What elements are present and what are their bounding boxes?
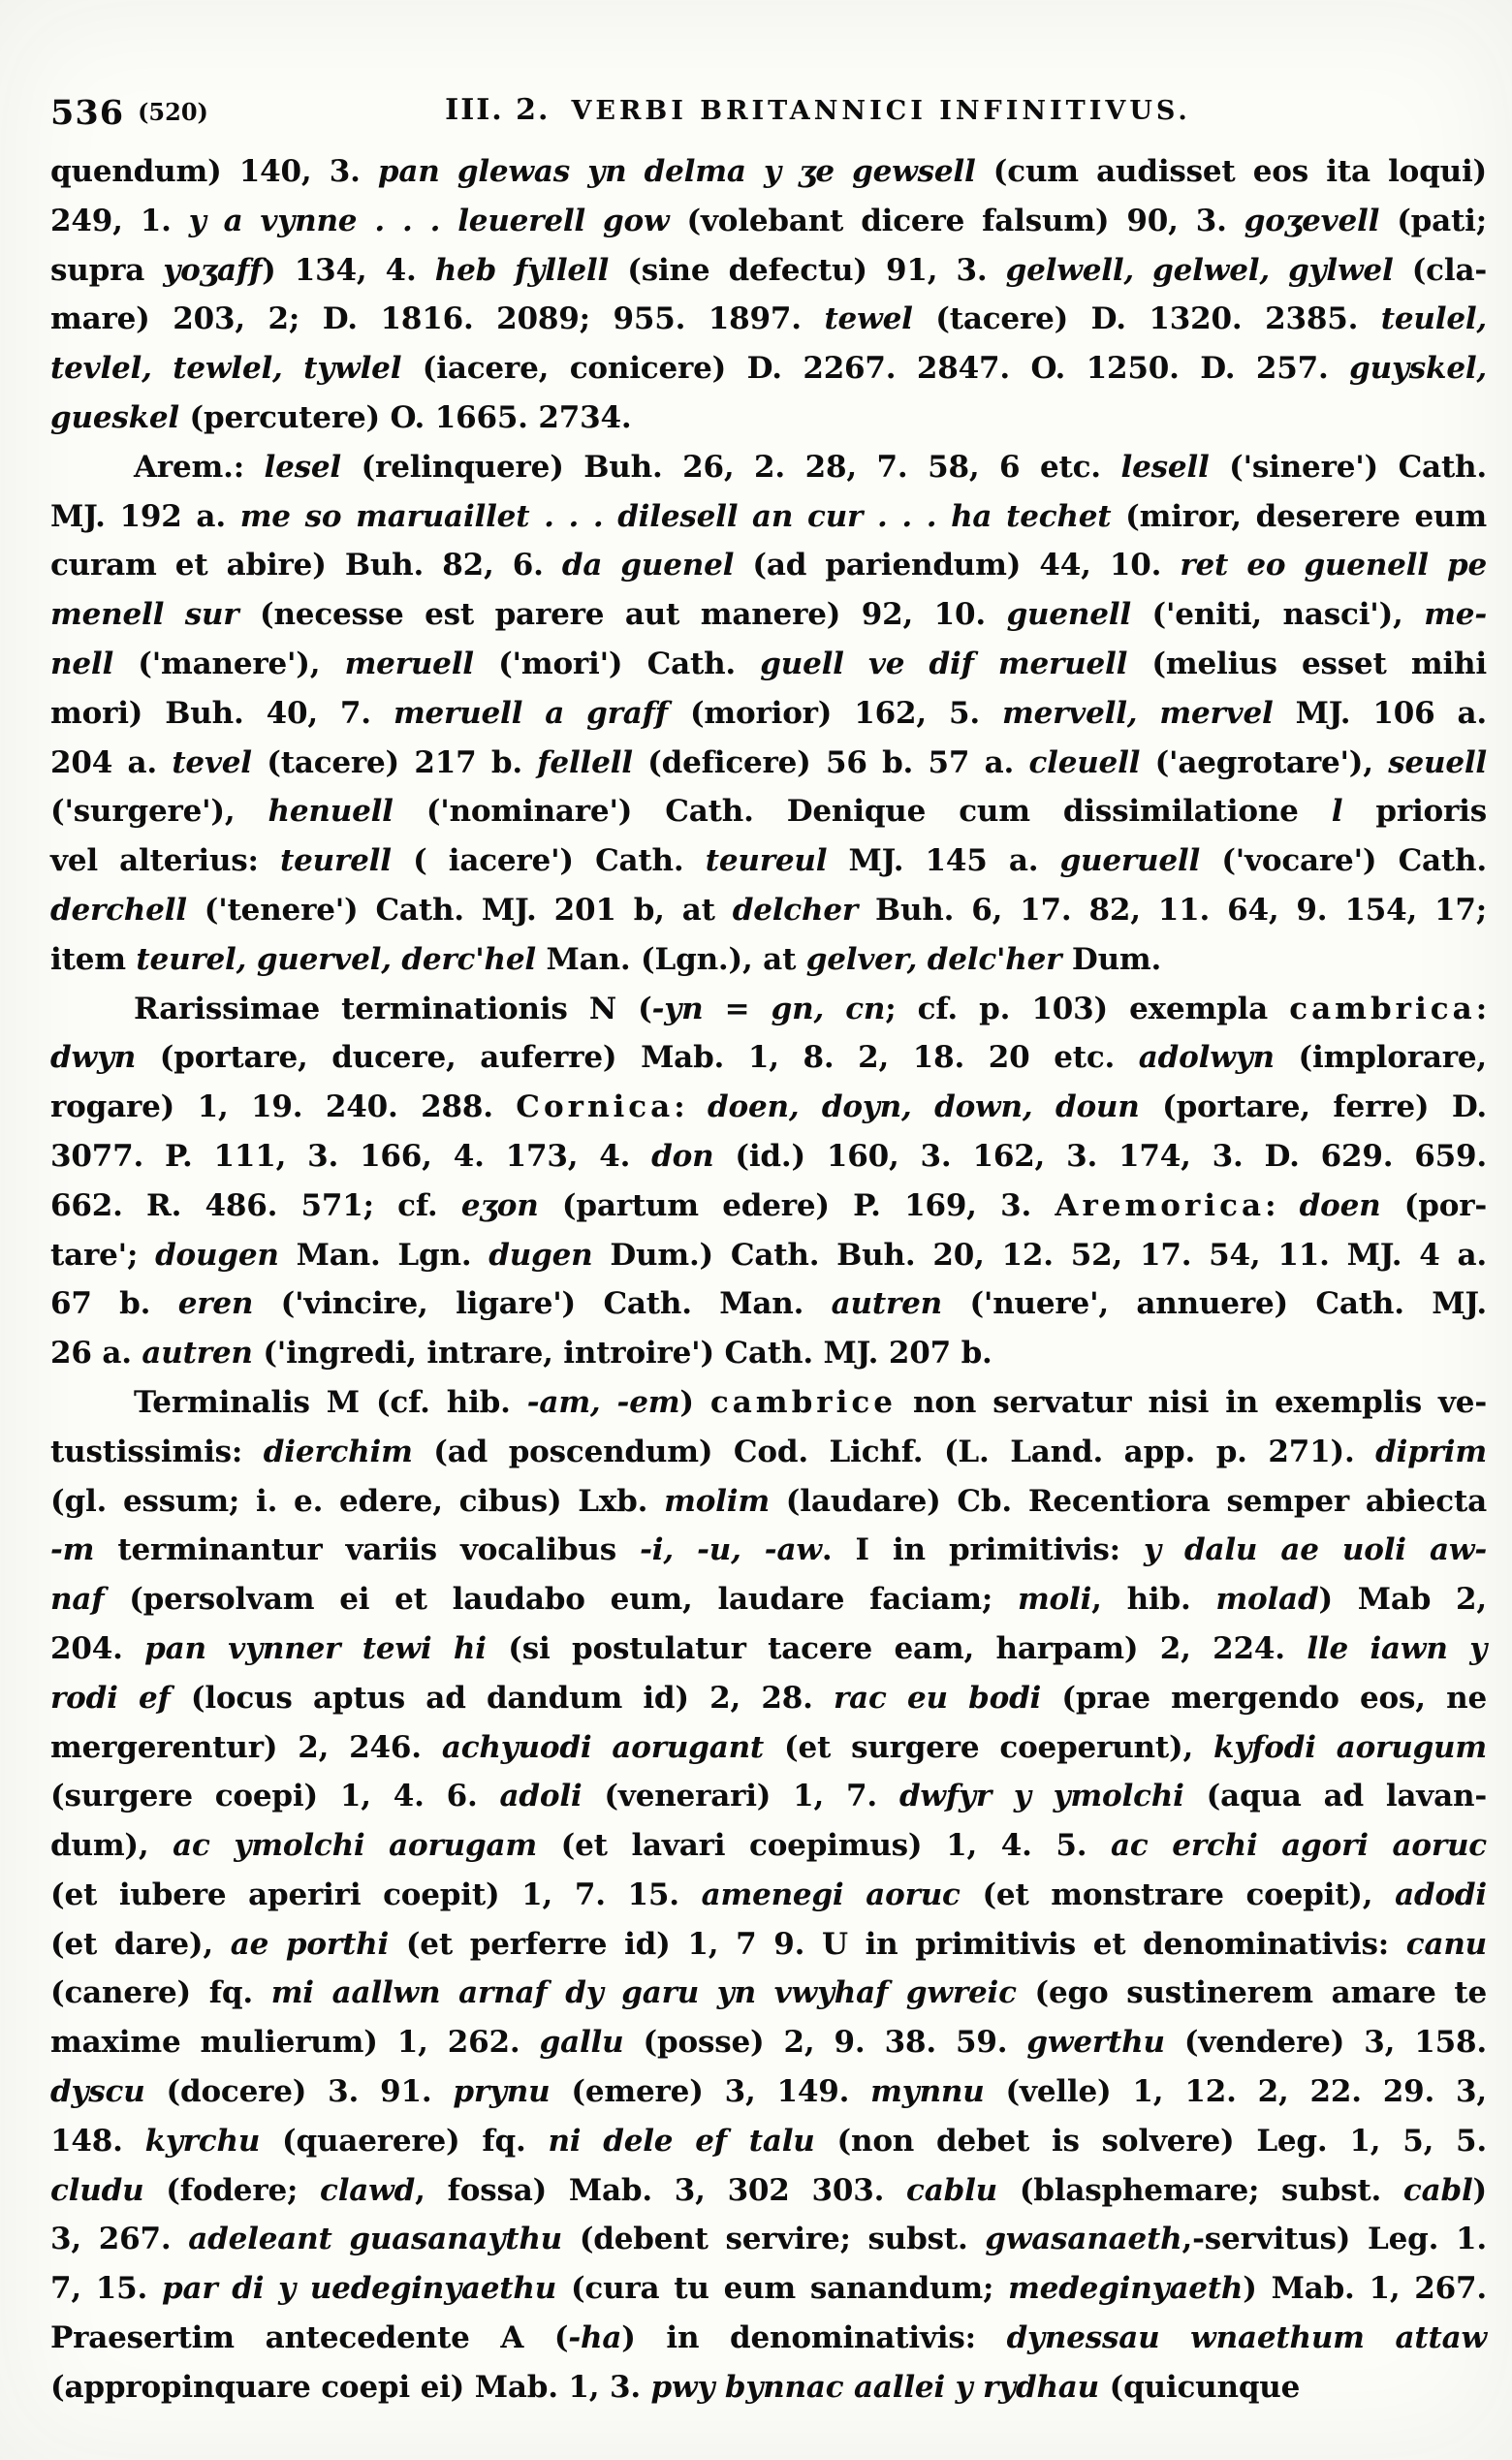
text-line: ('surgere'), henuell ('nominare') Cath. Denique cum dissimilatione l prioris	[50, 794, 1487, 830]
text-line: quendum) 140, 3. pan glewas yn delma y ʒe gewsell (cum audisset eos ita loqui)	[50, 154, 1487, 189]
text-line: mare) 203, 2; D. 1816. 2089; 955. 1897. tewel (tacere) D. 1320. 2385. teulel,	[50, 301, 1488, 337]
text-line: (et iubere aperiri coepit) 1, 7. 15. amenegi aoruc (et monstrare coepit), adodi	[50, 1877, 1487, 1912]
text-line: tevlel, tewlel, tywlel (iacere, conicere) D. 2267. 2847. O. 1250. D. 257. guyskel,	[50, 351, 1488, 387]
text-line: -m terminantur variis vocalibus -i, -u, -aw. I in primitivis: y dalu ae uoli aw-	[50, 1532, 1487, 1568]
text-line: maxime mulierum) 1, 262. gallu (posse) 2, 9. 38. 59. gwerthu (vendere) 3, 158.	[50, 2025, 1487, 2061]
text-line: (surgere coepi) 1, 4. 6. adoli (venerari) 1, 7. dwfyr y ymolchi (aqua ad lavan-	[50, 1779, 1488, 1814]
text-line: nell ('manere'), meruell ('mori') Cath. guell ve dif meruell (melius esset mihi	[50, 646, 1487, 681]
running-title-section: III. 2.	[445, 93, 551, 127]
text-line: rogare) 1, 19. 240. 288. Cornica: doen, doyn, down, doun (portare, ferre) D.	[50, 1089, 1487, 1125]
text-line: supra yoʒaff) 134, 4. heb fyllell (sine defectu) 91, 3. gelwell, gelwel, gylwel (cla-	[50, 252, 1487, 288]
text-line: 249, 1. y a vynne . . . leuerell gow (volebant dicere falsum) 90, 3. goʒevell (pati;	[50, 203, 1487, 238]
text-line: dum), ac ymolchi aorugam (et lavari coepimus) 1, 4. 5. ac erchi agori aoruc	[50, 1828, 1487, 1864]
text-line: MJ. 192 a. me so maruaillet . . . dilesell an cur . . . ha techet (miror, deserere eum	[50, 498, 1487, 534]
text-line: derchell ('tenere') Cath. MJ. 201 b, at delcher Buh. 6, 17. 82, 11. 64, 9. 154, 17;	[50, 892, 1488, 928]
text-line: 26 a. autren ('ingredi, intrare, introire') Cath. MJ. 207 b.	[50, 1336, 992, 1372]
text-line: item teurel, guervel, derc'hel Man. (Lgn.), at gelver, delc'her Dum.	[50, 941, 1162, 977]
page-number-secondary: (520)	[138, 98, 208, 126]
text-line: 3, 267. adeleant guasanaythu (debent servire; subst. gwasanaeth,-servitus) Leg. 1.	[50, 2222, 1487, 2257]
text-line: (canere) fq. mi aallwn arnaf dy garu yn vwyhaf gwreic (ego sustinerem amare te	[50, 1975, 1487, 2011]
text-line: Rarissimae terminationis N (-yn = gn, cn; cf. p. 103) exempla cambrica:	[134, 991, 1487, 1026]
text-line: 662. R. 486. 571; cf. eʒon (partum edere) P. 169, 3. Aremorica: doen (por-	[50, 1187, 1487, 1223]
text-line: (appropinquare coepi ei) Mab. 1, 3. pwy bynnac aallei y rydhau (quicunque	[50, 2369, 1301, 2405]
page-header	[50, 91, 1469, 142]
text-line: 7, 15. par di y uedeginyaethu (cura tu eum sanandum; medeginyaeth) Mab. 1, 267.	[50, 2271, 1487, 2307]
text-line: 204 a. tevel (tacere) 217 b. fellell (deficere) 56 b. 57 a. cleuell ('aegrotare'), seuell	[50, 744, 1488, 780]
text-line: 3077. P. 111, 3. 166, 4. 173, 4. don (id.) 160, 3. 162, 3. 174, 3. D. 629. 659.	[50, 1138, 1487, 1174]
running-title	[167, 93, 1469, 127]
running-title-text: VERBI BRITANNICI INFINITIVUS.	[571, 96, 1191, 126]
text-line: dyscu (docere) 3. 91. prynu (emere) 3, 149. mynnu (velle) 1, 12. 2, 22. 29. 3,	[50, 2074, 1488, 2110]
text-line: (et dare), ae porthi (et perferre id) 1, 7 9. U in primitivis et denominativis: canu	[50, 1926, 1488, 1962]
text-line: 67 b. eren ('vincire, ligare') Cath. Man. autren ('nuere', annuere) Cath. MJ.	[50, 1286, 1487, 1322]
text-column	[50, 147, 1487, 2413]
text-line: rodi ef (locus aptus ad dandum id) 2, 28. rac eu bodi (prae mergendo eos, ne	[50, 1680, 1487, 1716]
text-line: cludu (fodere; clawd, fossa) Mab. 3, 302 303. cablu (blasphemare; subst. cabl)	[50, 2172, 1487, 2208]
text-line: mergerentur) 2, 246. achyuodi aorugant (et surgere coeperunt), kyfodi aorugum	[50, 1729, 1487, 1765]
text-line: 148. kyrchu (quaerere) fq. ni dele ef talu (non debet is solvere) Leg. 1, 5, 5.	[50, 2123, 1487, 2159]
text-line: curam et abire) Buh. 82, 6. da guenel (ad pariendum) 44, 10. ret eo guenell pe	[50, 548, 1488, 583]
text-line: gueskel (percutere) O. 1665. 2734.	[50, 399, 632, 435]
text-line: menell sur (necesse est parere aut manere) 92, 10. guenell ('eniti, nasci'), me-	[50, 597, 1487, 633]
text-line: (gl. essum; i. e. edere, cibus) Lxb. molim (laudare) Cb. Recentiora semper abiecta	[50, 1483, 1487, 1519]
text-line: Terminalis M (cf. hib. -am, -em) cambrice non servatur nisi in exemplis ve-	[134, 1384, 1487, 1420]
text-line: vel alterius: teurell ( iacere') Cath. teureul MJ. 145 a. gueruell ('vocare') Cath.	[50, 843, 1487, 879]
text-line: mori) Buh. 40, 7. meruell a graff (morior) 162, 5. mervell, mervel MJ. 106 a.	[50, 695, 1488, 731]
text-line: Praesertim antecedente A (-ha) in denominativis: dynessau wnaethum attaw	[50, 2320, 1487, 2356]
text-line: dwyn (portare, ducere, auferre) Mab. 1, 8. 2, 18. 20 etc. adolwyn (implorare,	[50, 1040, 1487, 1076]
page-number-main: 536	[50, 93, 125, 133]
text-line: tustissimis: dierchim (ad poscendum) Cod. Lichf. (L. Land. app. p. 271). diprim	[50, 1434, 1487, 1469]
text-line: naf (persolvam ei et laudabo eum, laudare faciam; moli, hib. molad) Mab 2,	[50, 1582, 1487, 1618]
text-line: tare'; dougen Man. Lgn. dugen Dum.) Cath. Buh. 20, 12. 52, 17. 54, 11. MJ. 4 a.	[50, 1237, 1487, 1273]
text-line: Arem.: lesel (relinquere) Buh. 26, 2. 28, 7. 58, 6 etc. lesell ('sinere') Cath.	[134, 449, 1487, 485]
text-line: 204. pan vynner tewi hi (si postulatur tacere eam, harpam) 2, 224. lle iawn y	[50, 1630, 1488, 1666]
